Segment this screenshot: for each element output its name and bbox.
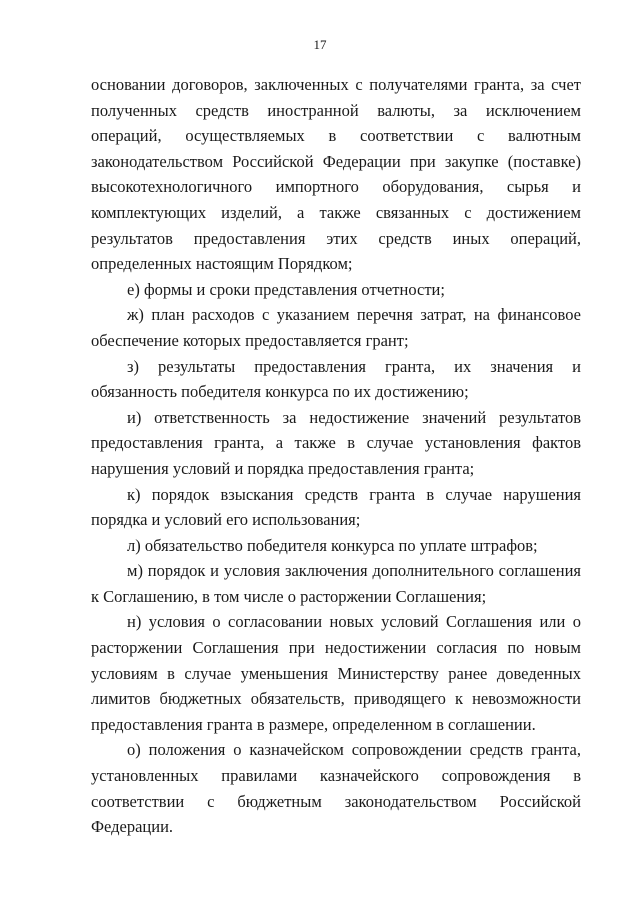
list-item-k: к) порядок взыскания средств гранта в случае нарушения порядка и условий его использования;: [91, 484, 581, 530]
document-body: [91, 72, 581, 840]
list-item-o: о) положения о казначейском сопровождении средств гранта, установленных правилами казначейского сопровождения в соответствии с бюджетным законодательством Российской Федерации.: [91, 740, 581, 837]
list-item-zh: ж) план расходов с указанием перечня затрат, на финансовое обеспечение которых предоставляется грант;: [91, 305, 581, 350]
paragraph-continuation: основании договоров, заключенных с получателями гранта, за счет полученных средств иностранной валюты, за исключением операций, осуществляемых в соответствии с валютным законодательством Российской Федерации при закупке (поставке) высокотехнологичного импортного оборудования, сырья и комплектующих изделий, а также связанных с достижением результатов предоставления этих средств иных операций, определенных настоящим Порядком;: [91, 75, 581, 274]
list-item-m: м) порядок и условия заключения дополнительного соглашения к Соглашению, в том числе о расторжении Соглашения;: [91, 561, 581, 606]
list-item-n: н) условия о согласовании новых условий Соглашения или о расторжении Соглашения при недостижении согласия по новым условиям в случае уменьшения Министерству ранее доведенных лимитов бюджетных обязательств, приводящего к невозможности предоставления гранта в размере, определенном в соглашении.: [91, 612, 581, 734]
page-number: 17: [313, 37, 327, 52]
list-item-l: л) обязательство победителя конкурса по уплате штрафов;: [127, 535, 538, 555]
list-item-e: е) формы и сроки представления отчетности;: [127, 279, 445, 299]
list-item-z: з) результаты предоставления гранта, их значения и обязанность победителя конкурса по их достижению;: [91, 356, 581, 402]
list-item-i: и) ответственность за недостижение значений результатов предоставления гранта, а также в случае установления фактов нарушения условий и порядка предоставления гранта;: [91, 407, 581, 478]
